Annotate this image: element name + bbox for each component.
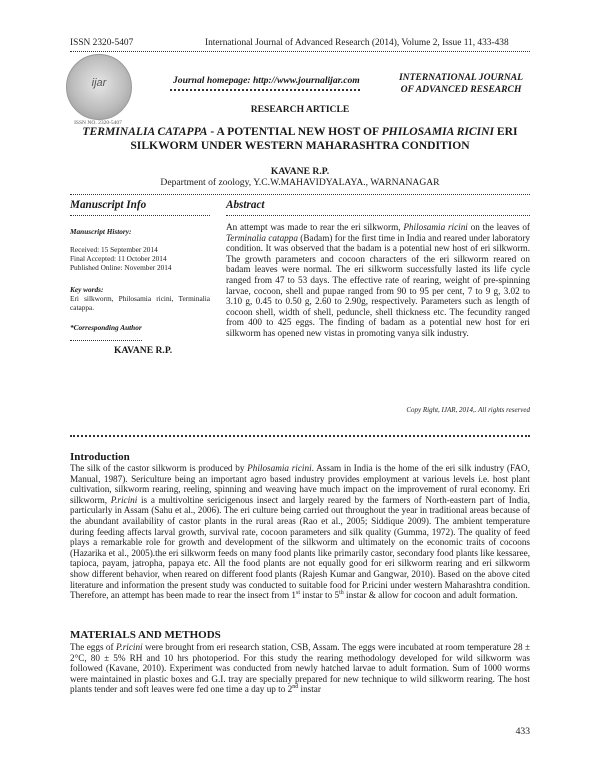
abstract-text-run: on the leaves of [467, 222, 530, 232]
title-part2: - A POTENTIAL NEW HOST OF [207, 125, 382, 138]
manuscript-history [70, 227, 210, 236]
info-top-rule [70, 194, 530, 195]
author-name: KAVANE R.P. [270, 166, 330, 177]
journal-homepage[interactable]: Journal homepage: http://www.journalijar.com [173, 75, 360, 86]
intro-text-run: The silk of the castor silkworm is produced by [70, 463, 248, 473]
methods-text-run: instar [298, 684, 321, 695]
intro-species-short: P.ricini [110, 494, 138, 505]
abstract-heading-rule [226, 215, 530, 216]
intro-superscript: st [296, 590, 301, 597]
journal-name-line1: INTERNATIONAL JOURNAL [398, 72, 524, 83]
abstract-text-run: An attempt was made to rear the eri silkworm, [226, 222, 404, 232]
logo-issn: ISSN NO. 2320-5407 [74, 120, 122, 126]
intro-text-run: instar & allow for cocoon and adult formation. [343, 590, 518, 601]
abstract-bottom-rule [70, 435, 530, 437]
intro-text-run: instar to 5 [300, 590, 340, 601]
published-date: Published Online: November 2014 [70, 263, 172, 272]
intro-text-run: is a multivoltine sericigenous insect and largely reared by the farmers of North-eastern part of India, particularly in Assam (Sahu et al., 2006). The eri culture being carried out throughout the year in traditional areas because of the abundant availability of castor plants in the rural areas (Rao et al., 2005; Siddique 2009). The ambient temperature during feeding affects larval growth, survival rate, cocoon parameters and silk quality (Gumma, 1972). The quality of feed plays a remarkable role for growth and development of the silkworm and ultimately on the economic traits of cocoons (Hazarika et al., 2005).the eri silkworm feeds on many food plants like primarily castor, secondary food plants like kessaree, tapioca, payam, jatropha, papaya etc. All the food plants are not equally good for eri silkworm rearing and eri silkworm show different behavior, when reared on different food plants (Rajesh Kumar and Gangwar, 2010). Based on the above cited literature and information the present study was conducted to suitable food for P.ricini under western Maharashtra condition. Therefore, an attempt has been made to rear the insect from 1 [70, 494, 530, 601]
journal-name [388, 72, 534, 96]
journal-name-line2: OF ADVANCED RESEARCH [400, 84, 522, 95]
title-part3: PHILOSAMIA RICINI [381, 125, 495, 138]
info-heading-rule [70, 215, 210, 216]
history-label: Manuscript History: [70, 227, 132, 236]
article-title [70, 125, 530, 153]
corresponding-label: *Corresponding Author [70, 323, 142, 332]
abstract-species: Philosamia ricini [403, 222, 468, 232]
article-type: RESEARCH ARTICLE [250, 104, 350, 115]
masthead-rule [170, 89, 360, 91]
intro-superscript: th [339, 590, 344, 597]
keywords-block [70, 285, 210, 312]
corresponding-block [70, 323, 210, 332]
intro-text-run: . Assam in India is the home of the eri silk industry (FAO, Manual, 1987). Sericulture being an important agro based industry provides employment at various levels i.e. host plant cultivation, silkworm rearing, reeling, spinning and weaving have much impact on the improvement of rural economy. Eri silkworm, [70, 463, 530, 505]
manuscript-info-heading: Manuscript Info [70, 199, 147, 211]
accepted-date: Final Accepted: 11 October 2014 [70, 254, 167, 263]
methods-text [70, 642, 530, 695]
title-part4: ERI SILKWORM UNDER WESTERN MAHARASHTRA CONDITION [130, 125, 518, 152]
corresponding-name: KAVANE R.P. [114, 345, 173, 356]
received-date: Received: 15 September 2014 [70, 245, 158, 254]
abstract-host-plant: Terminalia catappa [226, 232, 298, 243]
methods-text-run: were brought from eri research station, CSB, Assam. The eggs were incubated at room temperature 28 ± 2°C, 80 ± 5% RH and 10 hrs photoperiod. For this study the rearing methodology developed for wild silkworm was followed (Kavane, 2010). Experiment was conducted from newly hatched larvae to adult formation. Sum of 1000 worms were maintained in plastic boxes and G.I. tray are specially prepared for new technique to wild silkworm rearing. The host plants tender and soft leaves were fed one time a day up to 2 [70, 642, 531, 695]
methods-text-run: The eggs of [70, 642, 116, 652]
header-citation: International Journal of Advanced Research (2014), Volume 2, Issue 11, 433-438 [205, 38, 509, 48]
abstract-text [226, 222, 530, 339]
introduction-text [70, 463, 530, 601]
intro-species: Philosamia ricini [247, 463, 312, 473]
logo-text: ijar [91, 77, 107, 89]
keywords-text: Eri silkworm, Philosamia ricini, Terminalia catappa. [70, 294, 210, 312]
methods-heading: MATERIALS AND METHODS [70, 629, 221, 641]
header-rule [70, 51, 530, 52]
methods-species: P.ricini [116, 642, 143, 652]
page-number: 433 [515, 726, 530, 737]
keywords-label: Key words: [70, 285, 104, 294]
introduction-heading: Introduction [70, 451, 130, 463]
abstract-heading: Abstract [226, 199, 265, 211]
title-part1: TERMINALIA CATAPPA [82, 125, 208, 138]
copyright: Copy Right, IJAR, 2014,. All rights reserved [406, 406, 530, 414]
affiliation: Department of zoology, Y.C.W.MAHAVIDYALAYA., WARNANAGAR [160, 177, 440, 188]
abstract-text-run: (Badam) for the first time in India and reared under laboratory condition. It was observed that the badam is a potential new host of eri silkworm. The growth parameters and cocoon characters of the eri silkworm reared on badam leaves were normal. The eri silkworm successfully lasted its life cycle ranged from 47 to 53 days. The effective rate of rearing, weight of pre-spinning larvae, cocoon, shell and pupae ranged from 90 to 95 per cent, 7 to 9 g, 3.02 to 3.10 g, 0.45 to 0.50 g, 2.60 to 2.90g, respectively. Parameters such as length of cocoon shell, width of shell, peduncle, shell thickness etc. The fecundity ranged from 400 to 425 eggs. The finding of badam as a potential new host for eri silkworm has opened new vistas in promoting vanya silk industry. [226, 232, 530, 338]
history-dates [70, 245, 210, 272]
methods-superscript: nd [292, 684, 299, 691]
corresponding-rule [70, 340, 142, 341]
header-issn: ISSN 2320-5407 [70, 38, 134, 48]
